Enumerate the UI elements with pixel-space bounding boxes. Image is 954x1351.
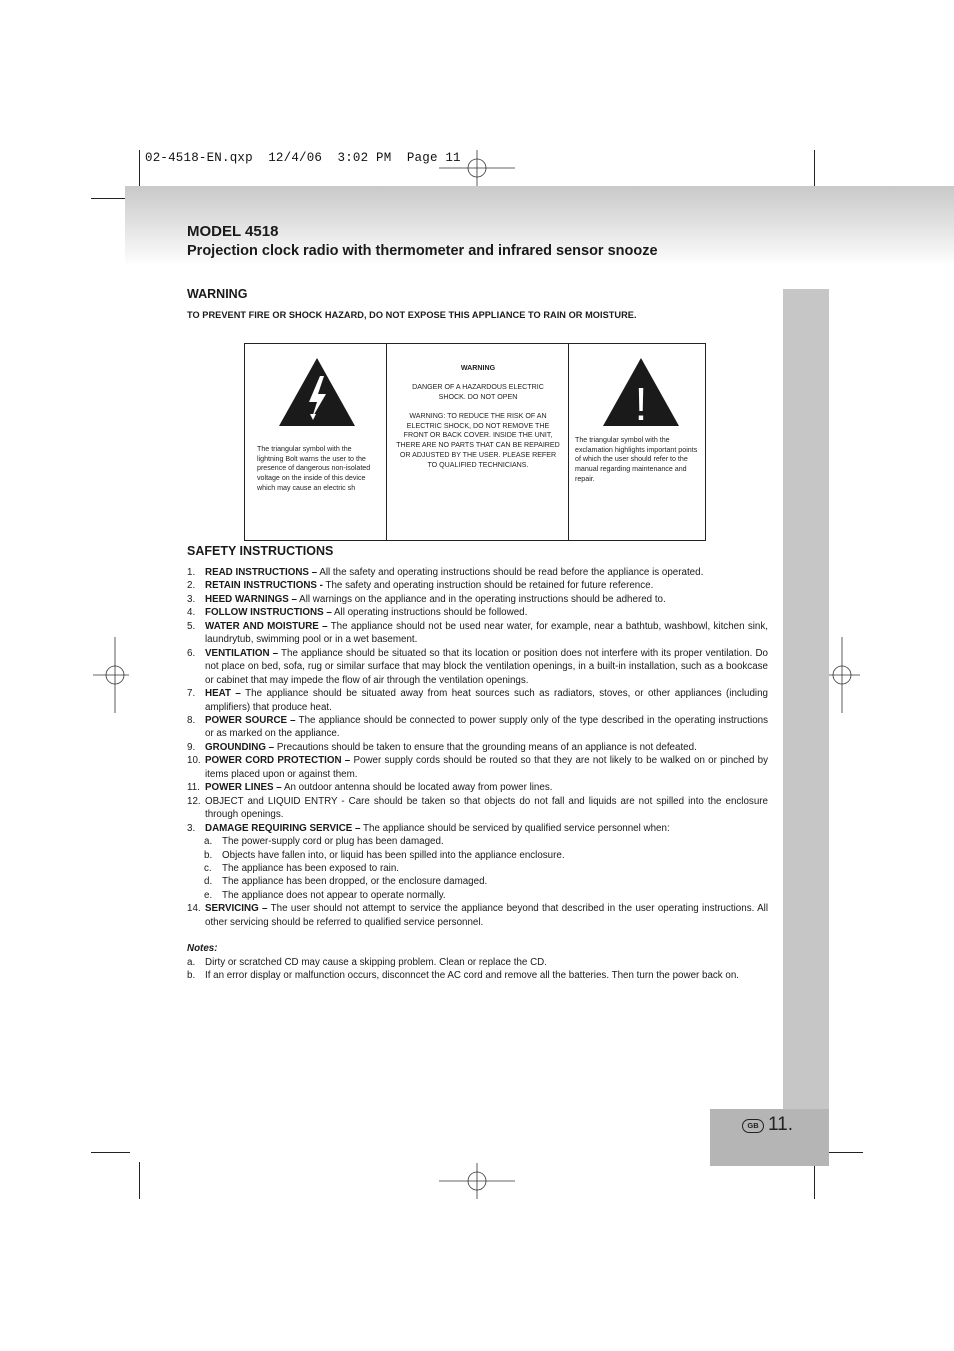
item-number: 10. (187, 755, 201, 767)
product-subtitle: Projection clock radio with thermometer and infrared sensor snooze (187, 243, 658, 259)
item-number: 12. (187, 795, 201, 807)
side-strip (783, 289, 829, 1109)
lightning-triangle-icon (277, 356, 357, 428)
list-item (187, 822, 768, 835)
list-item (187, 579, 768, 592)
registration-mark-icon (437, 1161, 517, 1201)
exclamation-triangle-icon (601, 356, 681, 428)
sub-item-letter: b. (204, 849, 213, 861)
item-number: 6. (187, 647, 196, 659)
list-item (187, 620, 768, 647)
registration-mark-icon (437, 148, 517, 188)
warning-symbols-table (244, 343, 706, 541)
item-label: HEAT – (205, 688, 241, 700)
item-label: VENTILATION – (205, 647, 279, 659)
sub-item-text: The appliance does not appear to operate normally. (222, 889, 446, 901)
sub-item-letter: c. (204, 862, 212, 874)
list-item (187, 606, 768, 619)
list-item: 14. SERVICING – The user should not attempt to service the appliance beyond that described in the user operating instructions. All other servicing should be referred to qualified service personnel. (187, 903, 769, 928)
warning-heading: WARNING (187, 287, 248, 301)
cover-removal-warning: WARNING: TO REDUCE THE RISK OF AN ELECTRIC SHOCK, DO NOT REMOVE THE FRONT OR BACK COVER. INSIDE THE UNIT, THERE ARE NO PARTS THAT CAN BE REPAIRED OR ADJUSTED BY THE USER. PLEASE REFER TO QUALIFIED TECHNICIANS. (396, 412, 560, 469)
item-text: Power supply cords should be routed so that they are not likely to be walked on or pinched by items placed upon or against them. (205, 755, 768, 780)
note-text: Dirty or scratched CD may cause a skipping problem. Clean or replace the CD. (205, 956, 547, 968)
note-item (187, 969, 768, 982)
item-text: All warnings on the appliance and in the operating instructions should be adhered to. (297, 593, 666, 605)
list-item (187, 741, 768, 754)
crop-mark (814, 150, 815, 187)
item-number: 4. (187, 607, 196, 619)
item-text: An outdoor antenna should be located away from power lines. (281, 782, 553, 794)
sub-item-letter: e. (204, 889, 213, 901)
safety-heading: SAFETY INSTRUCTIONS (187, 544, 334, 558)
item-label: GROUNDING – (205, 741, 275, 753)
item-label: POWER CORD PROTECTION – (205, 755, 351, 767)
sub-item-text: The appliance has been dropped, or the enclosure damaged. (222, 876, 488, 888)
sub-list-item (187, 889, 768, 902)
safety-instructions-list (187, 566, 768, 983)
sub-item-letter: d. (204, 876, 213, 888)
crop-mark (139, 150, 140, 187)
crop-mark (139, 1162, 140, 1199)
exclamation-symbol-description: The triangular symbol with the exclamation highlights important points of which the user should refer to the manual regarding maintenance and repair. (575, 436, 698, 483)
item-label: DAMAGE REQUIRING SERVICE – (205, 822, 361, 834)
sub-item-text: The power-supply cord or plug has been damaged. (222, 836, 444, 848)
item-label: RETAIN INSTRUCTIONS - (205, 580, 323, 592)
item-text: The appliance should be situated so that its location or position does not interfere with its proper ventilation. Do not place on bed, sofa, rug or similar surface that may block the ventilation openings, in a built-in installation, such as a bookcase or cabinet that may impede the flow of air through the ventilation openings. (205, 647, 768, 686)
list-item (187, 781, 768, 794)
note-letter: a. (187, 956, 196, 968)
item-text: The appliance should be situated away from heat sources such as radiators, stoves, or other appliances (including amplifiers) that produce heat. (205, 688, 768, 713)
list-item (187, 687, 768, 714)
item-number: 3. (187, 593, 196, 605)
sub-item-text: The appliance has been exposed to rain. (222, 862, 400, 874)
warning-statement: TO PREVENT FIRE OR SHOCK HAZARD, DO NOT EXPOSE THIS APPLIANCE TO RAIN OR MOISTURE. (187, 310, 637, 320)
list-item (187, 593, 768, 606)
item-number: 8. (187, 714, 196, 726)
table-divider (386, 344, 387, 540)
item-number: 3. (187, 822, 196, 834)
item-number: 5. (187, 620, 196, 632)
item-text: All operating instructions should be followed. (331, 607, 528, 619)
item-label: HEED WARNINGS – (205, 593, 297, 605)
item-text: The appliance should be serviced by qualified service personnel when: (360, 822, 670, 834)
crop-mark (824, 1152, 863, 1153)
item-label: READ INSTRUCTIONS – (205, 567, 318, 578)
list-item (187, 795, 768, 822)
sub-list-item (187, 875, 768, 888)
item-text: The appliance should be connected to power supply only of the type described in the operating instructions or as marked on the appliance. (205, 714, 768, 740)
item-text: OBJECT and LIQUID ENTRY - Care should be taken so that objects do not fall and liquids are not spilled into the enclosure through openings. (205, 795, 768, 821)
crop-mark (814, 1162, 815, 1199)
note-item (187, 956, 768, 969)
shock-danger-text: DANGER OF A HAZARDOUS ELECTRIC SHOCK. DO NOT OPEN (412, 383, 544, 401)
crop-mark (91, 1152, 130, 1153)
sub-item-text: Objects have fallen into, or liquid has been spilled into the appliance enclosure. (222, 849, 565, 861)
notes-heading: Notes: (187, 943, 218, 955)
item-label: POWER SOURCE – (205, 714, 296, 726)
list-item (187, 714, 768, 741)
sub-list-item (187, 835, 768, 848)
sub-list-item (187, 849, 768, 862)
item-label: POWER LINES – (205, 782, 282, 794)
item-number: 1. (187, 567, 196, 578)
item-text: The safety and operating instruction should be retained for future reference. (322, 580, 654, 592)
list-item (187, 647, 768, 687)
item-number: 11. (187, 782, 200, 794)
table-divider (568, 344, 569, 540)
item-number: 7. (187, 688, 196, 700)
item-number: 2. (187, 580, 196, 592)
lightning-symbol-description: The triangular symbol with the lightning Bolt warns the user to the presence of dangerous non-isolated voltage on the inside of this device which may cause an electric sh (257, 445, 371, 492)
print-slug: 02-4518-EN.qxp 12/4/06 3:02 PM Page 11 (145, 151, 461, 165)
item-text: All the safety and operating instructions should be read before the appliance is operated. (317, 567, 704, 578)
model-title: MODEL 4518 (187, 223, 279, 240)
note-letter: b. (187, 970, 196, 982)
sub-list-item (187, 862, 768, 875)
sub-item-letter: a. (204, 836, 213, 848)
svg-text:!: ! (634, 378, 648, 428)
language-badge: GB (742, 1119, 764, 1133)
item-text: The appliance should not be used near water, for example, near a bathtub, washbowl, kitchen sink, laundrytub, swimming pool or in a wet basement. (205, 620, 768, 646)
list-item (187, 566, 768, 579)
item-label: FOLLOW INSTRUCTIONS – (205, 607, 332, 619)
center-warning-title: WARNING (460, 364, 496, 372)
page-number: 11. (768, 1114, 794, 1135)
item-number: 9. (187, 741, 196, 753)
registration-mark-icon (91, 635, 131, 715)
item-label: WATER AND MOISTURE – (205, 620, 328, 632)
note-text: If an error display or malfunction occurs, disconncet the AC cord and remove all the batteries. Then turn the power back on. (205, 970, 740, 982)
list-item (187, 754, 768, 781)
item-text: Precautions should be taken to ensure that the grounding means of an appliance is not defeated. (274, 741, 697, 753)
